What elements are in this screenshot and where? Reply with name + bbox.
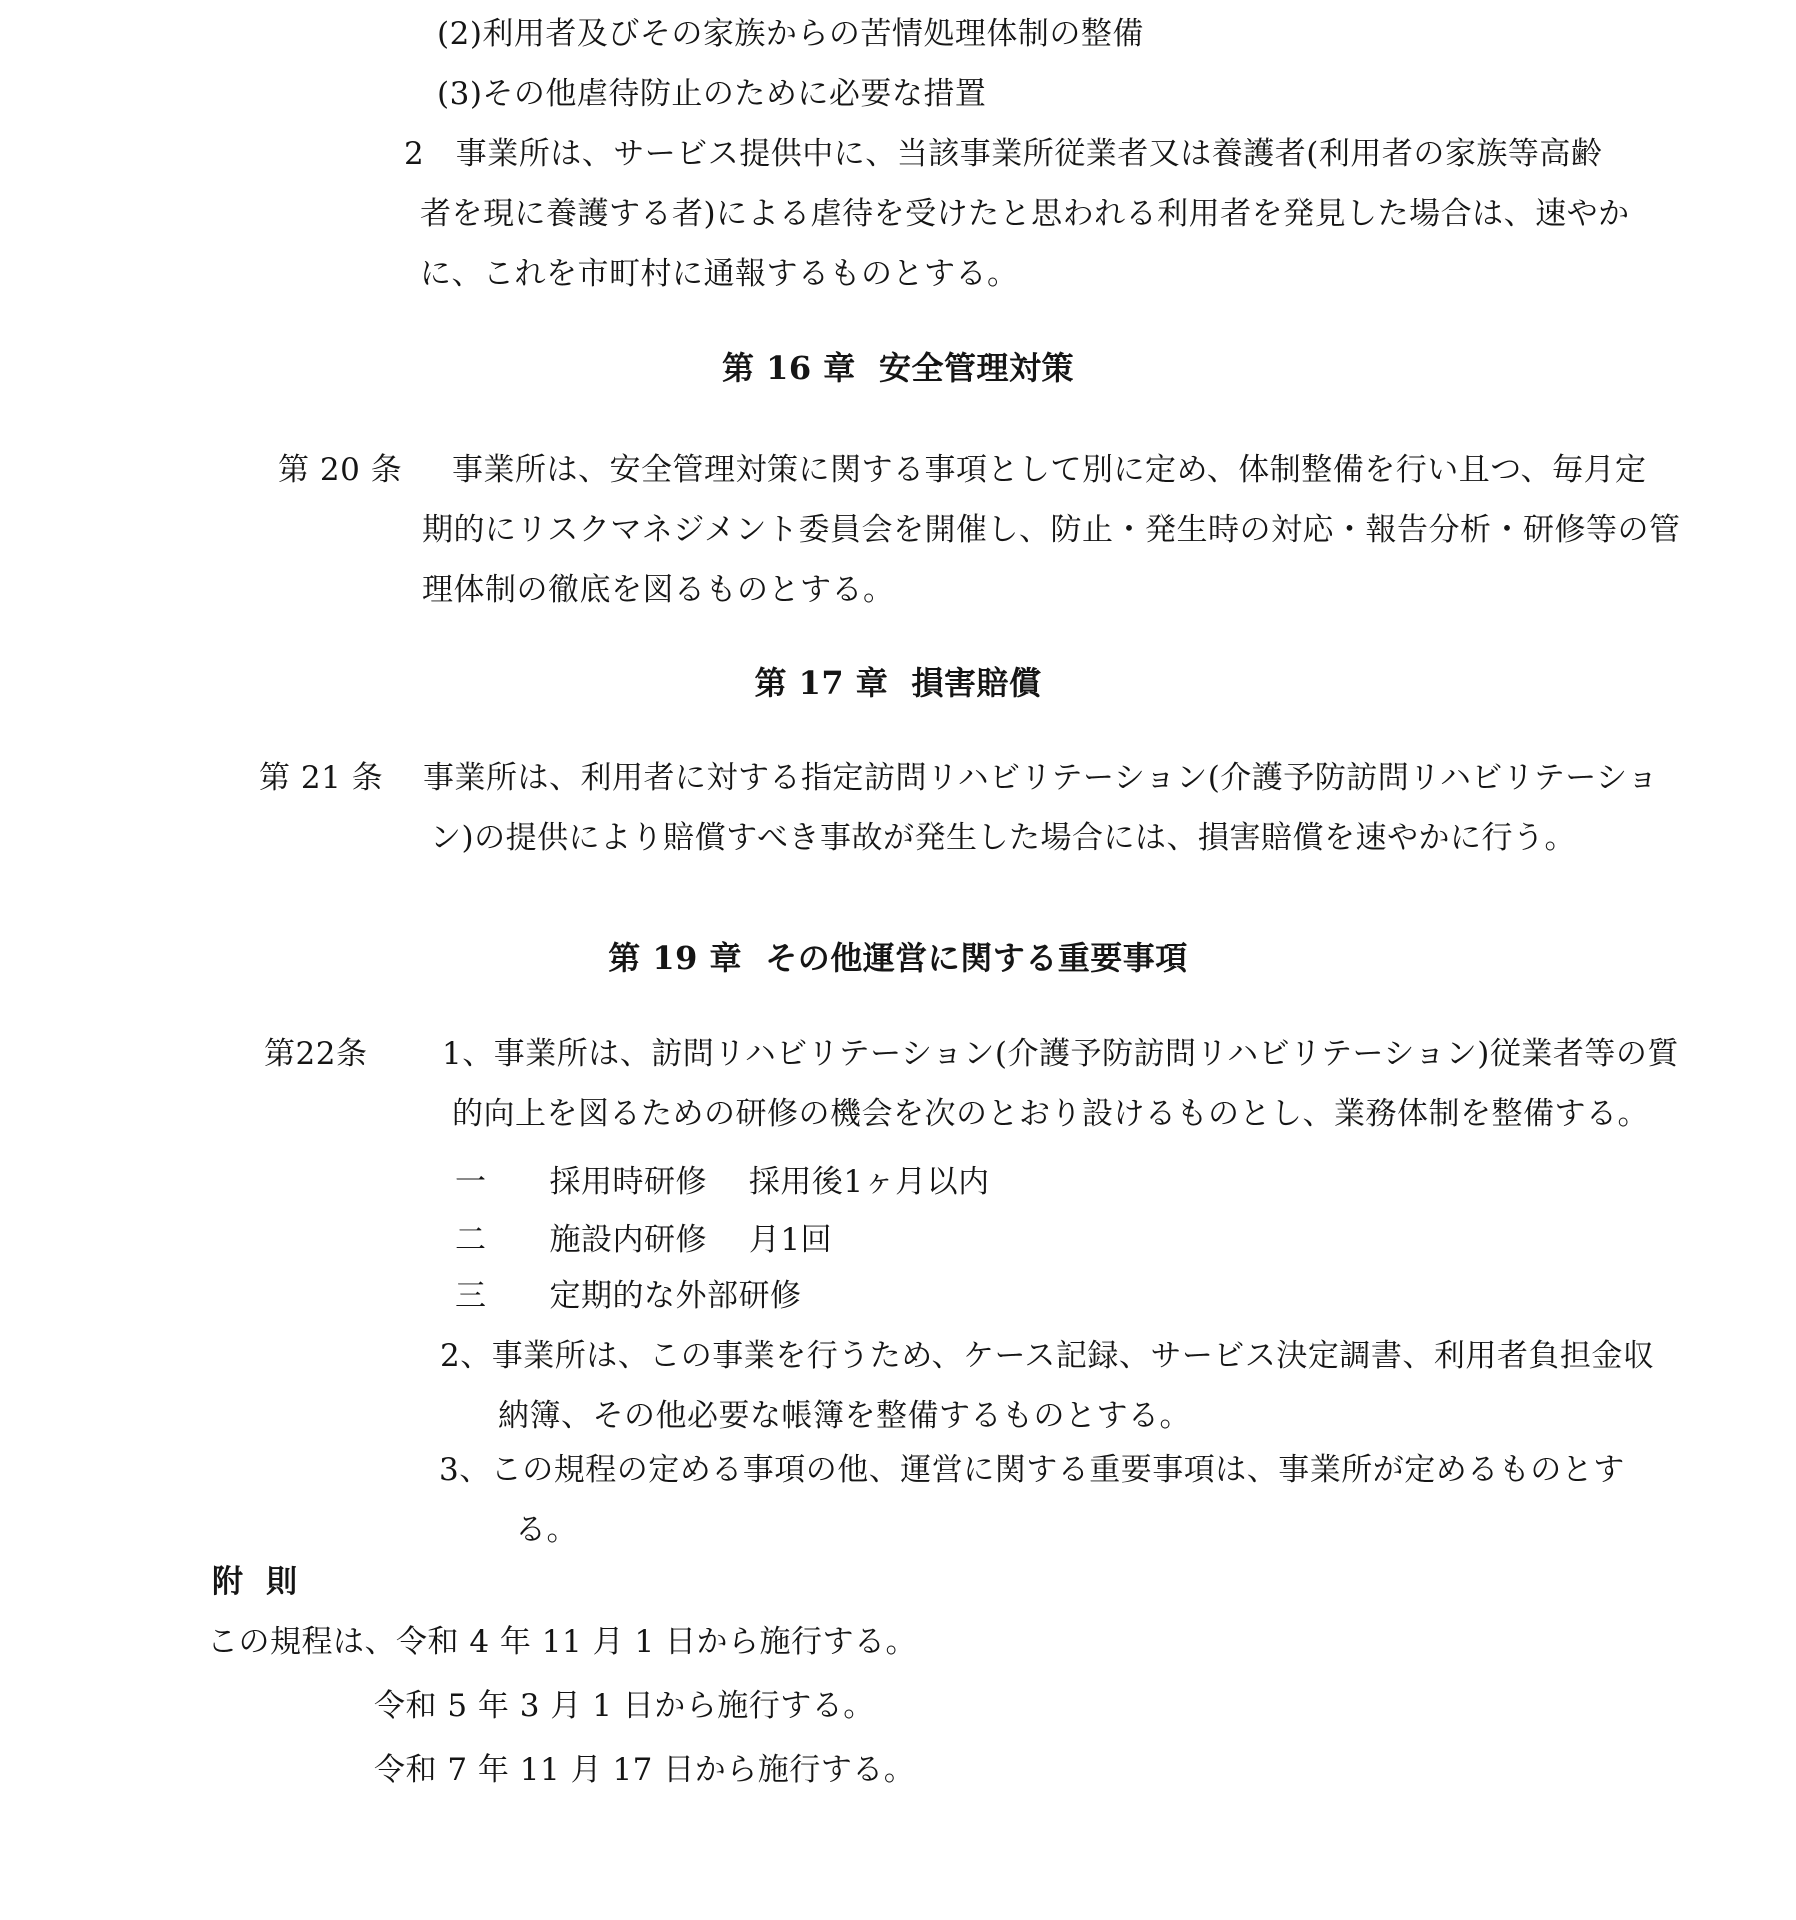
article-22-item2-line-1: 2、事業所は、この事業を行うため、ケース記録、サービス決定調書、利用者負担金収 bbox=[440, 1338, 1655, 1374]
training-item-2: 二 施設内研修 月1回 bbox=[455, 1222, 833, 1258]
article-21-line-1: 事業所は、利用者に対する指定訪問リハビリテーション(介護予防訪問リハビリテーショ bbox=[423, 760, 1659, 796]
article-22-label: 第22条 bbox=[264, 1036, 368, 1072]
preamble-item-2: (2)利用者及びその家族からの苦情処理体制の整備 bbox=[437, 16, 1144, 52]
article-22-item3-line-1: 3、この規程の定める事項の他、運営に関する重要事項は、事業所が定めるものとす bbox=[439, 1452, 1625, 1488]
article-21-label: 第 21 条 bbox=[259, 760, 384, 796]
article-20-line-3: 理体制の徹底を図るものとする。 bbox=[422, 572, 895, 608]
chapter-19-heading: 第 19 章 その他運営に関する重要事項 bbox=[608, 939, 1188, 977]
article-20-line-2: 期的にリスクマネジメント委員会を開催し、防止・発生時の対応・報告分析・研修等の管 bbox=[422, 512, 1681, 548]
supplementary-heading: 附 則 bbox=[212, 1564, 298, 1600]
article-22-item1-line-1: 1、事業所は、訪問リハビリテーション(介護予防訪問リハビリテーション)従業者等の質 bbox=[442, 1036, 1679, 1072]
article-22-item1-line-2: 的向上を図るための研修の機会を次のとおり設けるものとし、業務体制を整備する。 bbox=[452, 1096, 1649, 1132]
training-item-1: 一 採用時研修 採用後1ヶ月以内 bbox=[455, 1164, 990, 1200]
article-20-label: 第 20 条 bbox=[278, 452, 403, 488]
article-22-item3-line-2: る。 bbox=[515, 1512, 578, 1548]
clause-2-line-3: に、これを市町村に通報するものとする。 bbox=[420, 256, 1019, 292]
supplementary-line-2: 令和 5 年 3 月 1 日から施行する。 bbox=[374, 1688, 875, 1724]
clause-2-line-1: 2 事業所は、サービス提供中に、当該事業所従業者又は養護者(利用者の家族等高齢 bbox=[404, 136, 1603, 172]
supplementary-line-3: 令和 7 年 11 月 17 日から施行する。 bbox=[374, 1752, 916, 1788]
chapter-17-heading: 第 17 章 損害賠償 bbox=[754, 664, 1042, 702]
article-21-line-2: ン)の提供により賠償すべき事故が発生した場合には、損害賠償を速やかに行う。 bbox=[430, 820, 1576, 856]
article-20-line-1: 事業所は、安全管理対策に関する事項として別に定め、体制整備を行い且つ、毎月定 bbox=[452, 452, 1647, 488]
clause-2-line-2: 者を現に養護する者)による虐待を受けたと思われる利用者を発見した場合は、速やか bbox=[420, 196, 1630, 232]
article-22-item2-line-2: 納簿、その他必要な帳簿を整備するものとする。 bbox=[498, 1398, 1191, 1434]
training-item-3: 三 定期的な外部研修 bbox=[455, 1278, 802, 1314]
supplementary-line-1: この規程は、令和 4 年 11 月 1 日から施行する。 bbox=[207, 1624, 918, 1660]
chapter-16-heading: 第 16 章 安全管理対策 bbox=[721, 349, 1075, 387]
preamble-item-3: (3)その他虐待防止のために必要な措置 bbox=[437, 76, 987, 112]
